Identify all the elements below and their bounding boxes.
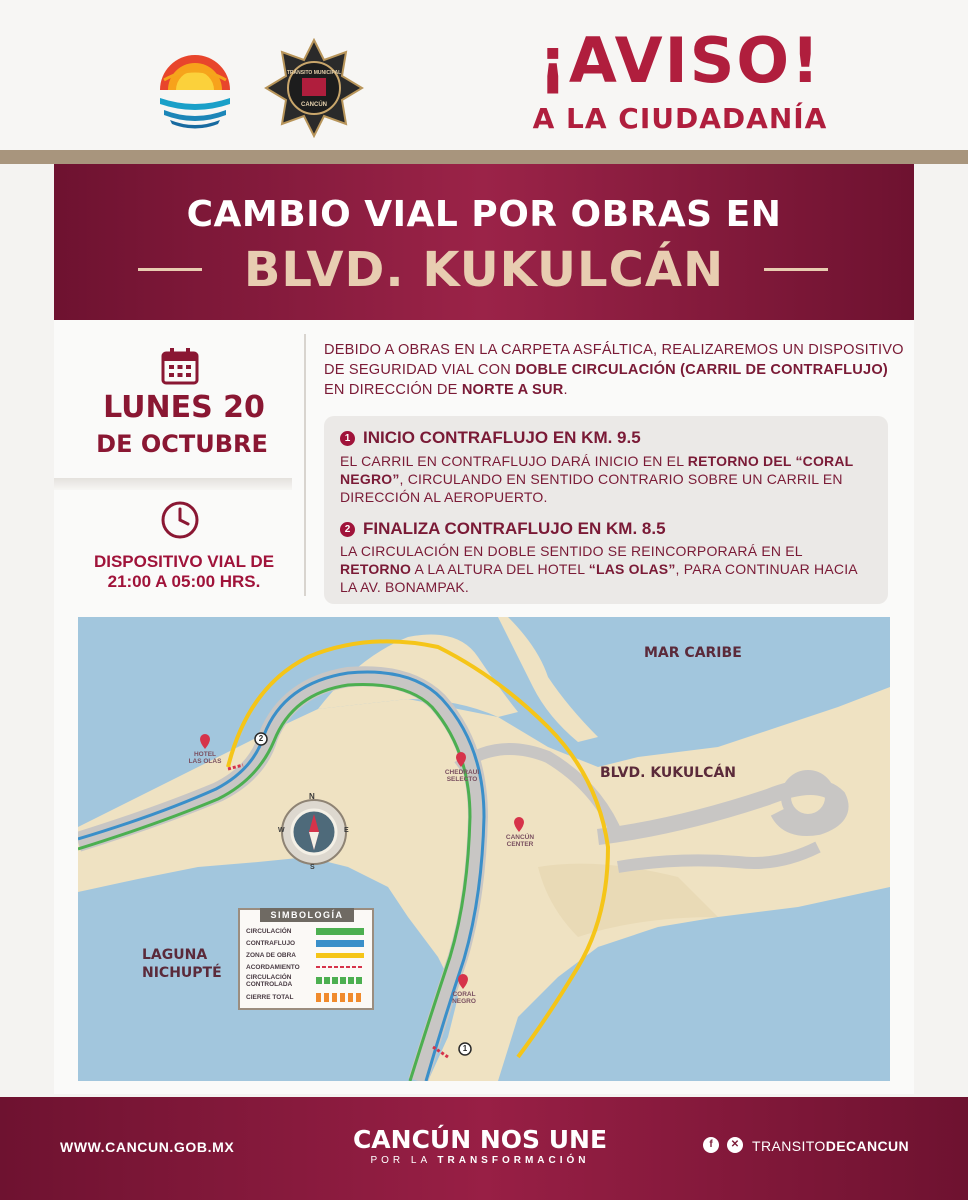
device-hours: 21:00 A 05:00 HRS. — [107, 572, 261, 591]
compass-west: W — [278, 827, 285, 834]
step-number-icon: 1 — [340, 431, 355, 446]
calendar-icon — [160, 346, 200, 386]
step-text: LA CIRCULACIÓN EN DOBLE SENTIDO SE REINCORPORARÁ EN EL — [340, 543, 803, 559]
slogan: CANCÚN NOS UNE — [352, 1125, 608, 1154]
police-badge-icon — [264, 38, 364, 138]
cancun-logo — [150, 40, 240, 132]
notice-card — [54, 164, 914, 1094]
pin-label-line: CORAL — [452, 991, 476, 998]
aviso-title: ¡AVISO! — [538, 24, 822, 97]
pin-cancun-center — [500, 834, 540, 848]
sea-label: MAR CARIBE — [644, 645, 742, 661]
legend-swatch — [316, 953, 364, 958]
device-label: DISPOSITIVO VIAL DE — [93, 552, 275, 571]
pin-label-line: CHEDRAUI — [444, 769, 480, 776]
step-text: EL CARRIL EN CONTRAFLUJO DARÁ INICIO EN EL — [340, 453, 688, 469]
legend-item-line: CIRCULACIÓN — [246, 974, 292, 981]
clock-icon — [160, 500, 200, 540]
banner-road-name: BLVD. KUKULCÁN — [243, 242, 725, 298]
svg-text:TRÁNSITO MUNICIPAL: TRÁNSITO MUNICIPAL — [286, 70, 342, 76]
route-map — [78, 617, 890, 1081]
pin-coral-negro — [444, 991, 484, 1005]
left-divider — [54, 478, 292, 490]
lagoon-label: NICHUPTÉ — [142, 965, 222, 981]
accent-bar — [0, 150, 968, 164]
step-highlight: “LAS OLAS” — [588, 561, 676, 577]
legend-item-line: CONTROLADA — [246, 981, 293, 988]
compass-south: S — [310, 864, 315, 871]
pin-label-line: SELECTO — [446, 776, 478, 783]
slogan-sub-bold: TRANSFORMACIÓN — [437, 1155, 590, 1166]
step-text: A LA ALTURA DEL HOTEL — [411, 561, 589, 577]
x-icon[interactable]: ✕ — [727, 1137, 743, 1153]
legend-swatch — [316, 977, 364, 984]
handle-bold: DECANCUN — [825, 1138, 910, 1154]
website-link[interactable]: WWW.CANCUN.GOB.MX — [60, 1139, 235, 1155]
intro-text: DEBIDO A OBRAS EN LA CARPETA ASFÁLTICA, REALIZAREMOS UN DISPOSITIVO DE SEGURIDAD VIAL CON — [324, 342, 904, 378]
steps-box — [324, 416, 888, 604]
step-description — [340, 452, 870, 506]
banner-title: CAMBIO VIAL POR OBRAS EN — [186, 194, 782, 235]
legend-item: CIRCULACIÓN — [246, 928, 292, 935]
step-title-text: FINALIZA CONTRAFLUJO EN KM. 8.5 — [363, 519, 666, 538]
legend-item: CONTRAFLUJO — [246, 940, 296, 947]
step-title-text: INICIO CONTRAFLUJO EN KM. 9.5 — [363, 428, 641, 447]
legend-item: CIERRE TOTAL — [246, 994, 294, 1001]
legend-item: ZONA DE OBRA — [246, 952, 296, 959]
marker-1-icon: 1 — [462, 1044, 468, 1053]
aviso-subtitle: A LA CIUDADANÍA — [532, 102, 828, 135]
map-graphic — [78, 617, 890, 1081]
facebook-icon[interactable]: f — [703, 1137, 719, 1153]
legend-swatch — [316, 928, 364, 935]
marker-2-icon: 2 — [258, 734, 264, 743]
pin-hotel-las-olas — [186, 751, 224, 765]
step-highlight: RETORNO — [340, 561, 412, 577]
intro-paragraph — [324, 340, 904, 400]
legend-item — [246, 974, 292, 988]
step-title — [340, 428, 641, 448]
step-text: , CIRCULANDO EN SENTIDO CONTRARIO SOBRE UN CARRIL EN DIRECCIÓN AL AEROPUERTO. — [340, 471, 843, 505]
date-weekday: LUNES 20 — [103, 390, 265, 425]
handle-text: TRANSITO — [752, 1138, 826, 1154]
column-divider — [304, 334, 306, 596]
step-description — [340, 542, 870, 596]
step-text: , PARA CONTINUAR HACIA LA AV. BONAMPAK. — [340, 561, 858, 595]
pin-chedraui — [440, 769, 484, 783]
compass-north: N — [309, 792, 315, 801]
map-legend — [238, 908, 374, 1010]
lagoon-label: LAGUNA — [142, 947, 208, 963]
slogan-sub-text: POR LA — [370, 1155, 438, 1166]
footer — [0, 1097, 968, 1200]
legend-swatch — [316, 940, 364, 947]
pin-label-line: HOTEL — [193, 751, 217, 758]
legend-swatch — [316, 993, 364, 1002]
social-handle[interactable] — [752, 1138, 909, 1154]
step-number-icon: 2 — [340, 522, 355, 537]
boulevard-label: BLVD. KUKULCÁN — [600, 765, 737, 781]
header — [0, 0, 968, 150]
intro-direction: NORTE A SUR — [461, 382, 564, 398]
intro-text: . — [563, 382, 568, 398]
intro-text: EN DIRECCIÓN DE — [324, 382, 462, 398]
legend-item: ACORDAMIENTO — [246, 964, 300, 971]
step-highlight: RETORNO DEL “CORAL NEGRO” — [340, 453, 854, 487]
legend-title: SIMBOLOGÍA — [260, 908, 354, 922]
slogan-subtitle — [330, 1155, 630, 1166]
legend-swatch — [316, 966, 364, 968]
compass-east: E — [344, 827, 349, 834]
date-month: DE OCTUBRE — [96, 430, 268, 458]
pin-label-line: CANCÚN — [505, 834, 535, 841]
pin-label-line: NEGRO — [452, 998, 476, 1005]
pin-label-line: LAS OLAS — [188, 758, 222, 765]
banner-dash-right — [764, 268, 828, 271]
step-title — [340, 519, 666, 539]
title-banner — [54, 164, 914, 320]
svg-text:CANCÚN: CANCÚN — [301, 102, 327, 108]
intro-highlight: DOBLE CIRCULACIÓN (CARRIL DE CONTRAFLUJO) — [515, 362, 888, 378]
pin-label-line: CENTER — [506, 841, 534, 848]
